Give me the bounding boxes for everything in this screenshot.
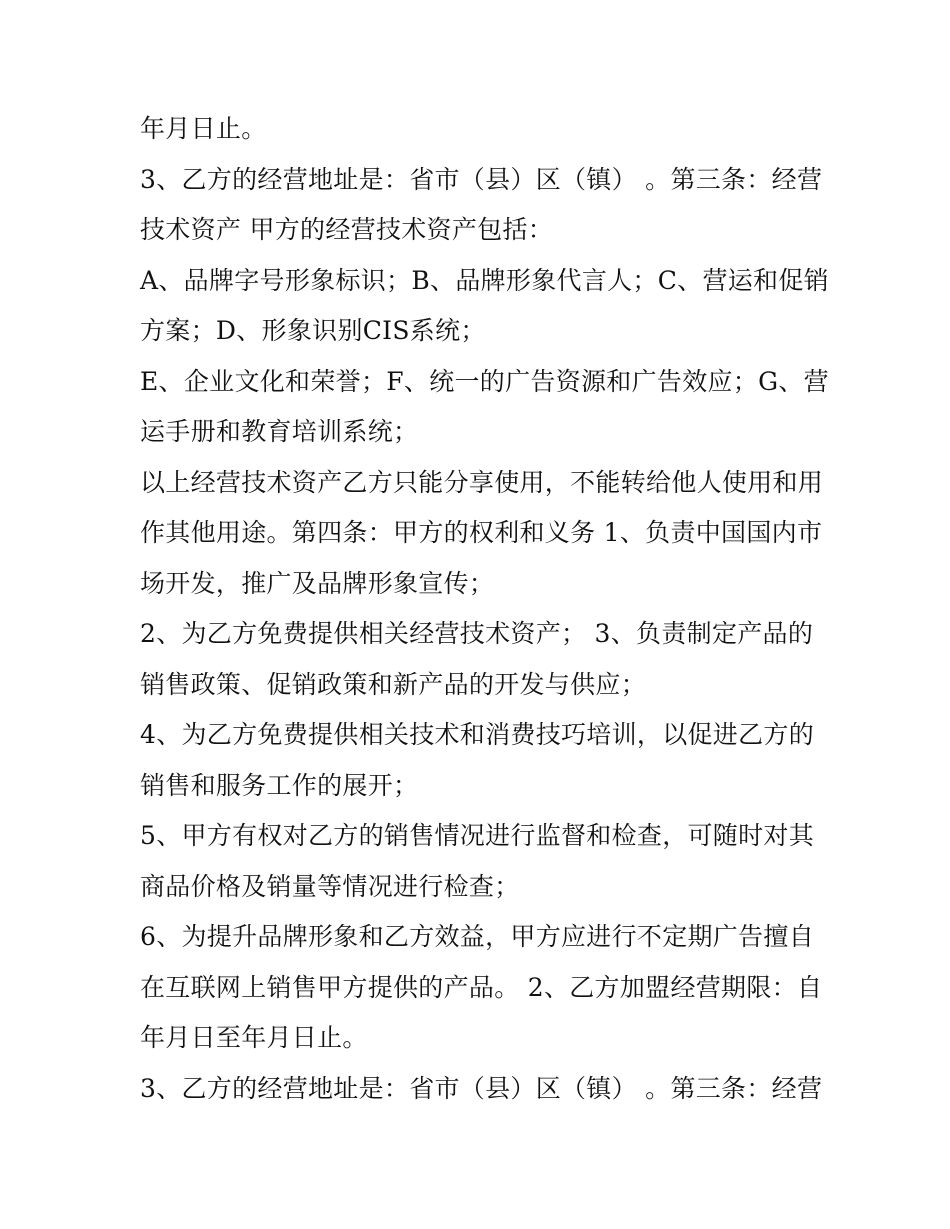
text-line: 销售政策、促销政策和新产品的开发与供应； bbox=[140, 669, 647, 699]
text-line: 5、甲方有权对乙方的销售情况进行监督和检查，可随时对其 bbox=[140, 821, 815, 850]
text-line: 在互联网上销售甲方提供的产品。 2、乙方加盟经营期限：自 bbox=[140, 972, 823, 1002]
text-line: 3、乙方的经营地址是：省市（县）区（镇） 。第三条：经营 bbox=[140, 164, 823, 194]
text-line: 年月日至年月日止。 bbox=[140, 1023, 368, 1052]
text-line: 商品价格及销量等情况进行检查； bbox=[140, 871, 520, 901]
text-line: 方案；D、形象识别CIS系统； bbox=[140, 316, 486, 345]
text-line: 以上经营技术资产乙方只能分享使用，不能转给他人使用和用 bbox=[140, 467, 824, 497]
text-line: 6、为提升品牌形象和乙方效益，甲方应进行不定期广告擅自 bbox=[140, 922, 815, 951]
document-body bbox=[140, 104, 829, 1114]
text-line: 销售和服务工作的展开； bbox=[140, 770, 419, 800]
text-line: 4、为乙方免费提供相关技术和消费技巧培训，以促进乙方的 bbox=[140, 720, 815, 749]
text-line: 年月日止。 bbox=[140, 114, 267, 143]
text-line: 技术资产 甲方的经营技术资产包括： bbox=[140, 215, 554, 244]
text-line: 作其他用途。第四条：甲方的权利和义务 1、负责中国国内市 bbox=[140, 518, 823, 547]
text-line: 场开发，推广及品牌形象宣传； bbox=[140, 568, 495, 598]
text-line: A、品牌字号形象标识；B、品牌形象代言人；C、营运和促销 bbox=[140, 265, 829, 295]
text-line: 3、乙方的经营地址是：省市（县）区（镇） 。第三条：经营 bbox=[140, 1073, 823, 1103]
text-line: E、企业文化和荣誉；F、统一的广告资源和广告效应；G、营 bbox=[140, 366, 829, 396]
text-line: 2、为乙方免费提供相关经营技术资产； 3、负责制定产品的 bbox=[140, 619, 814, 648]
text-line: 运手册和教育培训系统； bbox=[140, 417, 419, 446]
